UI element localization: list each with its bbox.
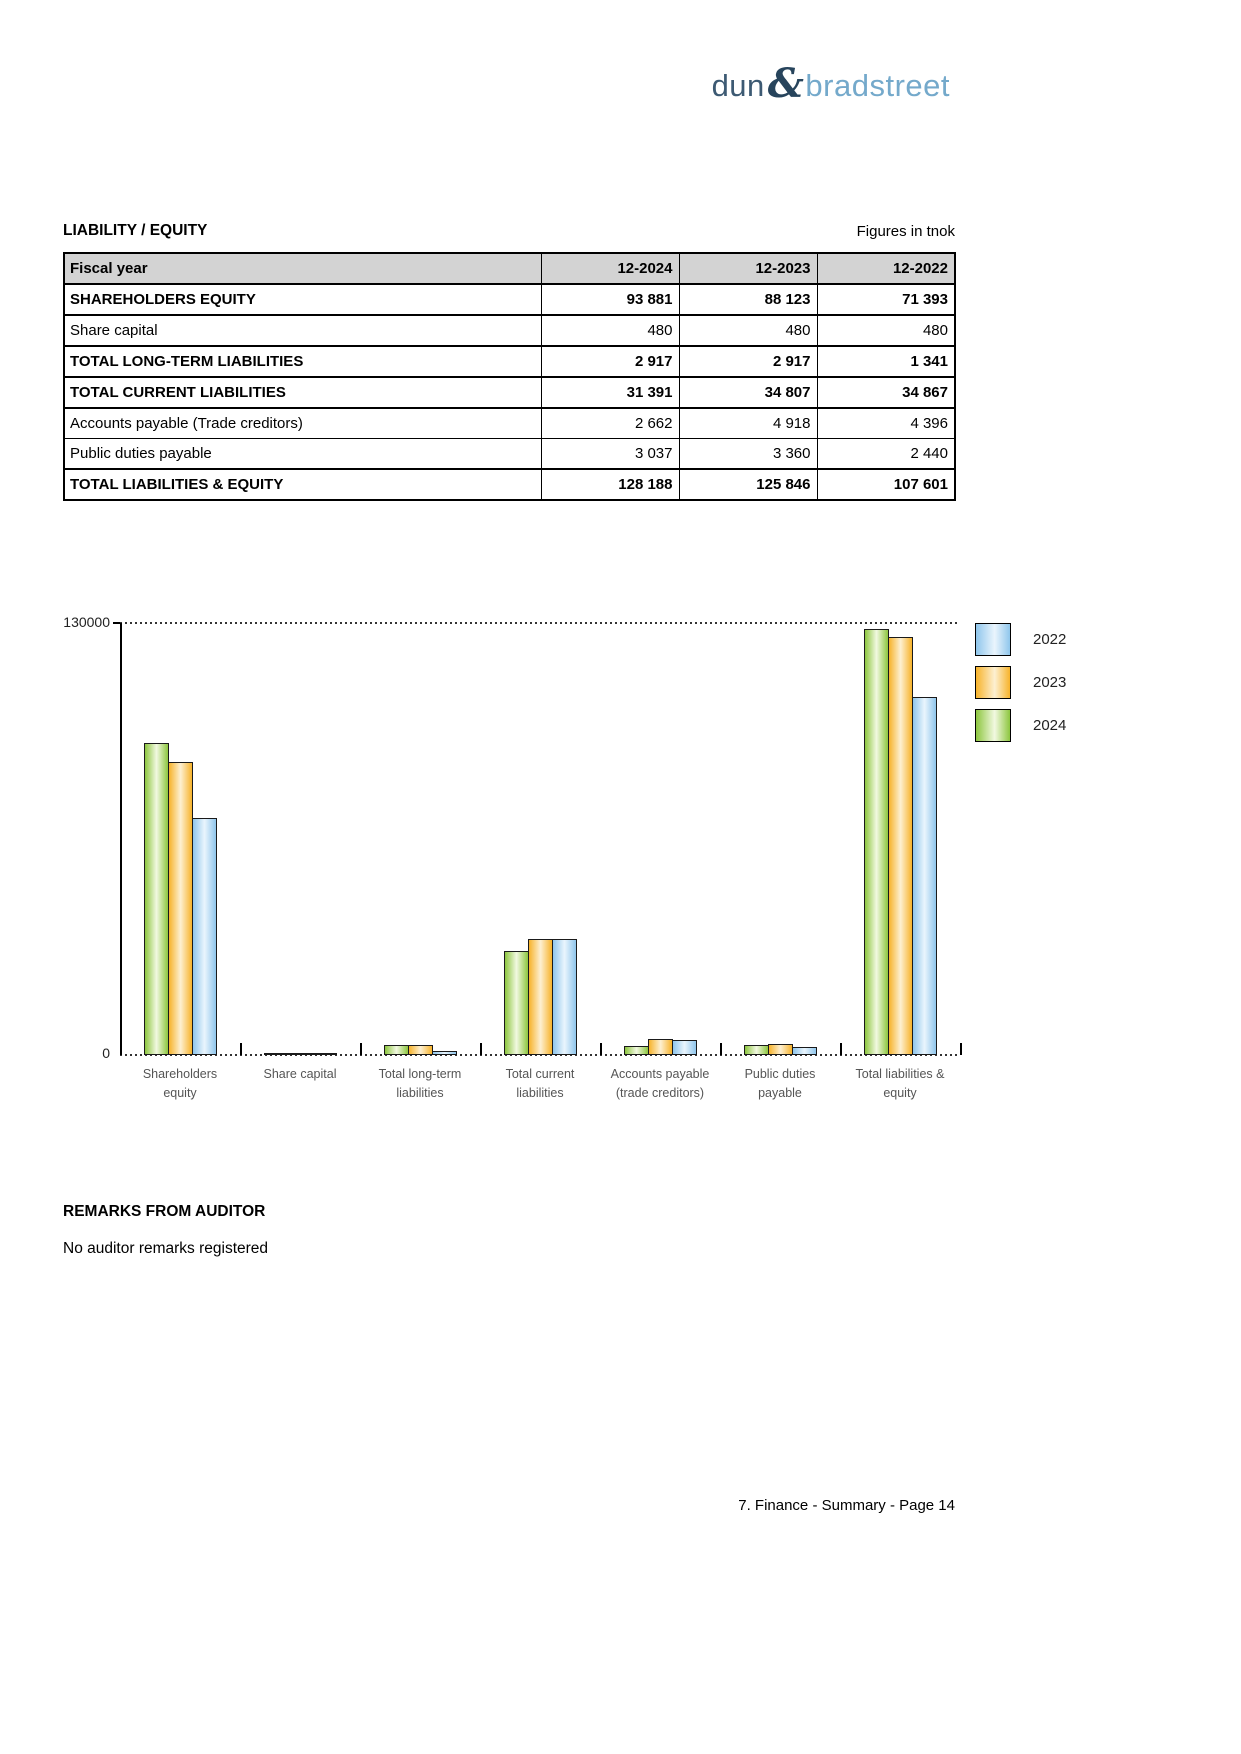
axis-tick [720,1043,722,1055]
legend-swatch-2022 [975,623,1011,656]
x-axis-label-line: Total long-term [378,1067,462,1081]
chart-bar-2024 [864,629,889,1055]
row-value: 2 440 [817,439,955,470]
row-value: 4 396 [817,408,955,439]
axis-tick [480,1043,482,1055]
chart-bar-2023 [648,1039,673,1055]
legend-item-2023 [975,666,1066,699]
remarks-body: No auditor remarks registered [63,1240,269,1257]
row-value: 2 662 [541,408,679,439]
x-axis-label [360,1065,480,1103]
ampersand-icon: & [767,60,805,107]
row-value: 4 918 [679,408,817,439]
axis-tick [840,1043,842,1055]
chart-bar-2024 [624,1046,649,1055]
table-row [64,439,955,470]
chart [63,600,1183,1125]
liability-equity-table [63,252,956,501]
chart-bar-2024 [744,1045,769,1055]
y-axis-tick-top [113,622,120,624]
row-value: 107 601 [817,469,955,500]
x-axis-label-line: equity [883,1086,917,1100]
legend-swatch-2023 [975,666,1011,699]
row-label: TOTAL CURRENT LIABILITIES [64,377,541,408]
remarks-title: REMARKS FROM AUDITOR [63,1203,266,1220]
chart-bar-2023 [888,637,913,1055]
logo-text-dun: dun [711,68,765,103]
x-axis-label [600,1065,720,1103]
y-tick-label-zero: 0 [102,1045,110,1061]
chart-bar-2022 [312,1053,337,1055]
units-note: Figures in tnok [856,223,955,240]
x-axis-label [720,1065,840,1103]
table-row [64,315,955,346]
gridline-ymax [120,622,960,624]
legend-item-2024 [975,709,1066,742]
page-footer: 7. Finance - Summary - Page 14 [738,1497,955,1514]
header-col-2023: 12-2023 [679,253,817,284]
x-axis-label-line: Total liabilities & [855,1067,945,1081]
row-value: 125 846 [679,469,817,500]
row-value: 2 917 [541,346,679,377]
table-header-row [64,253,955,284]
row-label: TOTAL LONG-TERM LIABILITIES [64,346,541,377]
chart-bar-2024 [144,743,169,1055]
chart-bar-2024 [264,1053,289,1055]
x-axis-label-line: liabilities [396,1086,444,1100]
chart-bar-2022 [672,1040,697,1055]
y-axis-line [120,623,122,1055]
row-value: 88 123 [679,284,817,315]
chart-bar-2023 [408,1045,433,1055]
table-row [64,377,955,408]
x-axis-label-line: liabilities [516,1086,564,1100]
table-body [64,284,955,500]
x-axis-label-line: Public duties [744,1067,816,1081]
chart-bar-2022 [552,939,577,1055]
legend-label: 2024 [1033,717,1067,734]
x-axis-label-line: Total current [505,1067,575,1081]
header-col-2024: 12-2024 [541,253,679,284]
row-label: Share capital [64,315,541,346]
row-label: Public duties payable [64,439,541,470]
row-value: 71 393 [817,284,955,315]
x-axis-label [840,1065,960,1103]
x-axis-label [240,1065,360,1084]
x-axis-label-line: (trade creditors) [615,1086,705,1100]
axis-tick [360,1043,362,1055]
section-title: LIABILITY / EQUITY [63,222,208,239]
chart-bar-2022 [192,818,217,1055]
x-axis-label-line: Accounts payable [610,1067,710,1081]
row-label: Accounts payable (Trade creditors) [64,408,541,439]
y-tick-label-max: 130000 [63,614,110,630]
chart-bar-2022 [912,697,937,1055]
x-axis-label-line: Share capital [263,1067,337,1081]
x-axis-label-line: payable [758,1086,802,1100]
row-value: 1 341 [817,346,955,377]
x-axis-label [480,1065,600,1103]
legend-swatch-2024 [975,709,1011,742]
header-fiscal-year: Fiscal year [64,253,541,284]
chart-bar-2024 [384,1045,409,1055]
chart-bar-2023 [768,1044,793,1055]
row-label: TOTAL LIABILITIES & EQUITY [64,469,541,500]
row-value: 480 [679,315,817,346]
legend-item-2022 [975,623,1066,656]
chart-bar-2023 [288,1053,313,1055]
table-row [64,284,955,315]
row-label: SHAREHOLDERS EQUITY [64,284,541,315]
chart-bar-2022 [792,1047,817,1055]
x-axis-label [120,1065,240,1103]
x-axis-label-line: Shareholders [142,1067,218,1081]
chart-bar-2023 [168,762,193,1055]
row-value: 128 188 [541,469,679,500]
row-value: 3 037 [541,439,679,470]
row-value: 3 360 [679,439,817,470]
table-row [64,346,955,377]
row-value: 93 881 [541,284,679,315]
axis-tick [240,1043,242,1055]
logo-text-bradstreet: bradstreet [805,68,950,103]
table-row [64,469,955,500]
row-value: 34 807 [679,377,817,408]
chart-bar-2022 [432,1051,457,1055]
header-col-2022: 12-2022 [817,253,955,284]
axis-tick [600,1043,602,1055]
row-value: 2 917 [679,346,817,377]
chart-bar-2024 [504,951,529,1055]
row-value: 31 391 [541,377,679,408]
x-axis-label-line: equity [163,1086,197,1100]
section-head [63,222,955,240]
table-row [64,408,955,439]
dun-bradstreet-logo [711,60,950,107]
row-value: 480 [817,315,955,346]
legend-label: 2022 [1033,631,1067,648]
row-value: 480 [541,315,679,346]
row-value: 34 867 [817,377,955,408]
chart-bar-2023 [528,939,553,1055]
legend-label: 2023 [1033,674,1067,691]
axis-tick [960,1043,962,1055]
